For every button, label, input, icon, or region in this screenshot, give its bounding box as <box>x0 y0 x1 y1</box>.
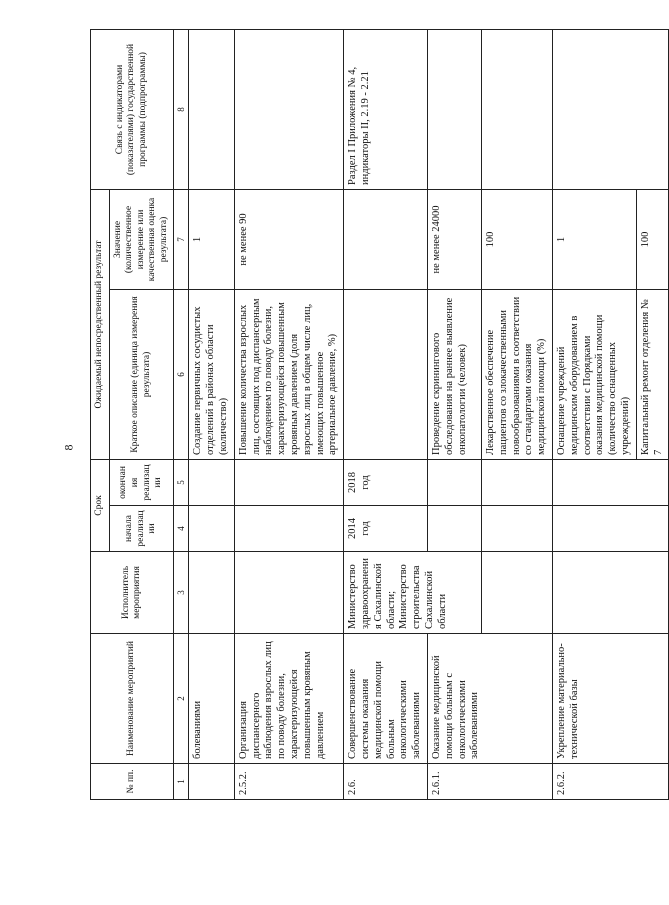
col-number: 3 <box>174 552 189 634</box>
row-result: Повышение количества взрослых лиц, состоящих под диспансерным наблюдением по поводу болезни, характеризующейся повышенным кровяным давлением (доля взрослых лиц в общем числе лиц, имеющих повышенное артериальное давление, %) <box>234 289 343 459</box>
row-start: 2014 год <box>344 506 428 552</box>
row-start <box>482 506 553 552</box>
col-number: 7 <box>174 189 189 289</box>
header-expected: Ожидаемый непосредственный результат <box>91 189 110 459</box>
row-link <box>553 29 669 189</box>
row-value: 100 <box>482 189 553 289</box>
header-term: Срок <box>91 459 110 551</box>
row-result: Оснащение учреждений медицинским оборудованием в соответствии с Порядками оказания медицинской помощи (количество оснащенных учреждений) <box>553 289 637 459</box>
row-name: Оказание медицинской помощи больным с онкологическими заболеваниями <box>428 634 553 764</box>
row-end <box>189 459 234 505</box>
row-executor: Министерство здравоохранения Сахалинской области; Министерство строительства Сахалинской области <box>344 552 482 634</box>
header-name: Наименование мероприятий <box>91 634 174 764</box>
header-row <box>91 29 110 799</box>
row-value: 100 <box>636 189 669 289</box>
row-end <box>553 459 669 505</box>
row-executor <box>189 552 234 634</box>
row-result: Лекарственное обеспечение пациентов со злокачественными новообразованиями в соответствии со стандартами оказания медицинской помощи (%) <box>482 289 553 459</box>
row-end: 2018 год <box>344 459 428 505</box>
row-num: 2.6.1. <box>428 764 553 800</box>
col-number: 1 <box>174 764 189 800</box>
row-value: 1 <box>189 189 234 289</box>
row-link <box>482 29 553 189</box>
row-num <box>189 764 234 800</box>
row-value: не менее 90 <box>234 189 343 289</box>
row-value <box>344 189 428 289</box>
row-result: Проведение скринингового обследования на раннее выявление онкопатологии (человек) <box>428 289 482 459</box>
activities-table <box>90 29 669 800</box>
row-result: Создание первичных сосудистых отделений в районах области (количество) <box>189 289 234 459</box>
header-end: окончания реализации <box>109 459 174 505</box>
row-executor <box>553 552 669 634</box>
table-row <box>344 29 428 799</box>
row-link <box>428 29 482 189</box>
row-link: Раздел I Приложения № 4, индикаторы II, 2.19 - 2.21 <box>344 29 428 189</box>
row-name: Укрепление материально-технической базы <box>553 634 669 764</box>
row-num: 2.6.2. <box>553 764 669 800</box>
rotated-sheet <box>90 30 664 800</box>
row-end <box>482 459 553 505</box>
col-number: 8 <box>174 29 189 189</box>
header-start: начала реализации <box>109 506 174 552</box>
column-number-row <box>174 29 189 799</box>
header-num: № пп. <box>91 764 174 800</box>
row-start <box>553 506 669 552</box>
header-value: Значение (количественное измерение или качественная оценка результата) <box>109 189 174 289</box>
row-value: 1 <box>553 189 637 289</box>
header-executor: Исполнитель мероприятия <box>91 552 174 634</box>
row-name: Организация диспансерного наблюдения взрослых лиц по поводу болезни, характеризующейся повышенным кровяным давлением <box>234 634 343 764</box>
col-number: 5 <box>174 459 189 505</box>
row-link <box>234 29 343 189</box>
table-row <box>553 29 637 799</box>
row-link <box>189 29 234 189</box>
table-row <box>234 29 343 799</box>
row-num: 2.5.2. <box>234 764 343 800</box>
row-end <box>428 459 482 505</box>
row-start <box>189 506 234 552</box>
row-start <box>428 506 482 552</box>
row-result: Капитальный ремонт отделения № 7 <box>636 289 669 459</box>
col-number: 6 <box>174 289 189 459</box>
row-end <box>234 459 343 505</box>
header-link: Связь с индикаторами (показателями) государственной программы (подпрограммы) <box>91 29 174 189</box>
row-executor <box>234 552 343 634</box>
page-number: 8 <box>61 444 76 451</box>
row-name: болеваниями <box>189 634 234 764</box>
col-number: 4 <box>174 506 189 552</box>
col-number: 2 <box>174 634 189 764</box>
row-result <box>344 289 428 459</box>
row-name: Совершенствование системы оказания медицинской помощи больным онкологическими заболеваниями <box>344 634 428 764</box>
row-value: не менее 24000 <box>428 189 482 289</box>
header-result: Краткое описание (единица измерения результата) <box>109 289 174 459</box>
row-start <box>234 506 343 552</box>
row-executor <box>482 552 553 634</box>
table-row <box>428 29 482 799</box>
table-row <box>189 29 234 799</box>
row-num: 2.6. <box>344 764 428 800</box>
